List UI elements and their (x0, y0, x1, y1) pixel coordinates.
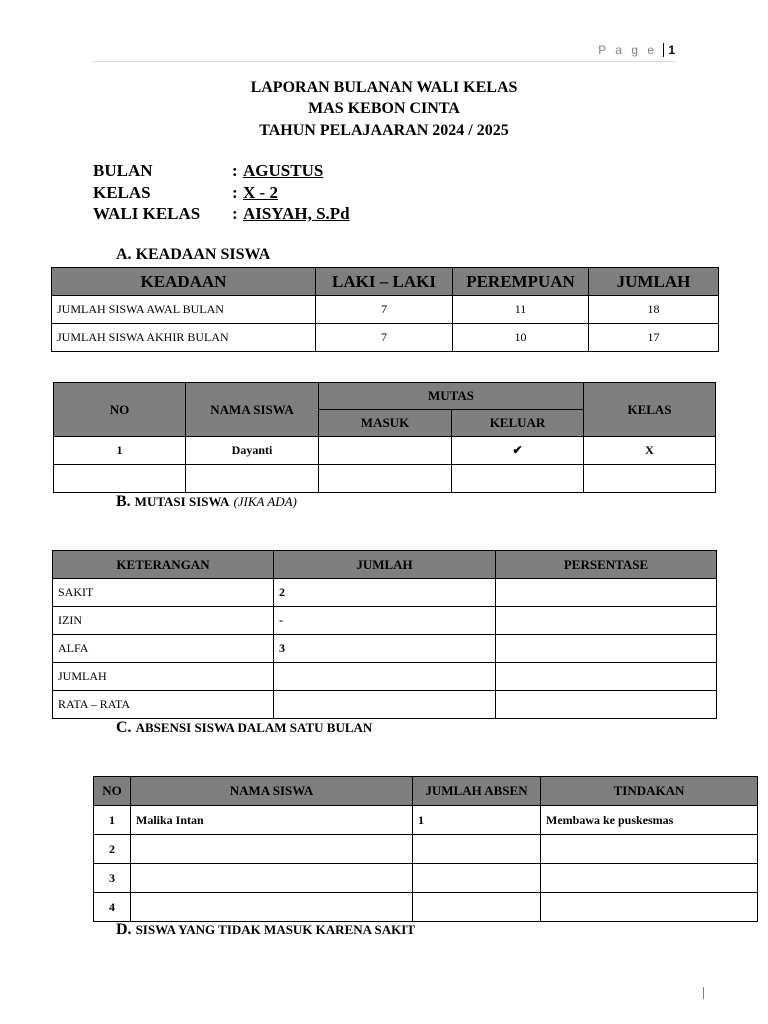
page-label: P a g e (598, 43, 657, 57)
table-header-row (94, 777, 758, 806)
table-cell: X (584, 437, 716, 465)
absensi-siswa-table (52, 550, 717, 719)
column-header: KELUAR (452, 410, 584, 437)
colon: : (232, 161, 238, 180)
table-cell: 1 (54, 437, 186, 465)
section-b-title (116, 493, 297, 511)
table-cell: 2 (274, 579, 496, 607)
table-cell (541, 864, 758, 893)
table-cell (274, 691, 496, 719)
table-cell (452, 465, 584, 493)
column-header: NO (54, 383, 186, 437)
colon: : (232, 183, 238, 202)
table-cell: SAKIT (53, 579, 274, 607)
table-cell (584, 465, 716, 493)
table-header-row (54, 383, 716, 410)
column-header: TINDAKAN (541, 777, 758, 806)
table-cell: 2 (94, 835, 131, 864)
wali-kelas-value: AISYAH, S.Pd (243, 204, 350, 223)
table-cell: 11 (453, 296, 589, 324)
table-cell (413, 835, 541, 864)
table-cell: RATA – RATA (53, 691, 274, 719)
section-letter: C. (116, 719, 132, 736)
section-note: (JIKA ADA) (233, 494, 297, 509)
table-cell: IZIN (53, 607, 274, 635)
table-cell (186, 465, 319, 493)
table-cell (131, 835, 413, 864)
column-header: MUTAS (319, 383, 584, 410)
table-cell: 17 (589, 324, 719, 352)
column-header: JUMLAH ABSEN (413, 777, 541, 806)
table-cell (413, 864, 541, 893)
table-row (54, 465, 716, 493)
section-heading: MUTASI SISWA (134, 494, 230, 509)
section-letter: A. (116, 246, 132, 263)
footer-divider (703, 987, 704, 999)
table-cell: Membawa ke puskesmas (541, 806, 758, 835)
table-row (53, 663, 717, 691)
report-title: LAPORAN BULANAN WALI KELAS (250, 79, 518, 96)
table-cell (131, 864, 413, 893)
section-c-title (116, 719, 372, 737)
column-header: NO (94, 777, 131, 806)
section-letter: D. (116, 921, 132, 938)
page-header (93, 43, 675, 62)
section-letter: B. (116, 493, 131, 510)
section-heading: ABSENSI SISWA DALAM SATU BULAN (135, 720, 373, 735)
table-cell: 3 (94, 864, 131, 893)
table-cell: 7 (316, 324, 453, 352)
column-header: PERSENTASE (496, 551, 717, 579)
mutasi-siswa-table (53, 382, 716, 493)
table-cell (131, 893, 413, 922)
table-cell (54, 465, 186, 493)
column-header: LAKI – LAKI (316, 268, 453, 296)
table-cell (496, 607, 717, 635)
column-header: KELAS (584, 383, 716, 437)
section-heading: SISWA YANG TIDAK MASUK KARENA SAKIT (135, 922, 416, 937)
column-header: PEREMPUAN (453, 268, 589, 296)
colon: : (232, 204, 238, 223)
bulan-value: AGUSTUS (243, 161, 324, 180)
column-header: JUMLAH (589, 268, 719, 296)
table-cell (496, 579, 717, 607)
table-row (52, 324, 719, 352)
table-cell: Malika Intan (131, 806, 413, 835)
column-header: JUMLAH (274, 551, 496, 579)
table-row (53, 579, 717, 607)
table-header-row (53, 551, 717, 579)
table-row (94, 806, 758, 835)
table-cell (496, 663, 717, 691)
table-cell: 1 (94, 806, 131, 835)
checkmark-icon: ✔ (452, 437, 584, 465)
table-cell (274, 663, 496, 691)
section-heading: KEADAAN SISWA (135, 246, 271, 263)
column-header: MASUK (319, 410, 452, 437)
page-number: 1 (663, 43, 675, 57)
table-cell: ALFA (53, 635, 274, 663)
table-row (53, 607, 717, 635)
table-cell (541, 835, 758, 864)
table-cell (496, 691, 717, 719)
table-row (94, 835, 758, 864)
siswa-sakit-table (93, 776, 758, 922)
table-cell: 4 (94, 893, 131, 922)
keadaan-siswa-table (51, 267, 719, 352)
table-cell: 7 (316, 296, 453, 324)
table-cell (496, 635, 717, 663)
table-cell: 1 (413, 806, 541, 835)
table-row (94, 893, 758, 922)
academic-year: TAHUN PELAJAARAN 2024 / 2025 (259, 122, 509, 139)
table-row (53, 635, 717, 663)
kelas-label: KELAS (93, 183, 151, 202)
wali-kelas-label: WALI KELAS (93, 204, 201, 223)
table-cell: JUMLAH (53, 663, 274, 691)
table-row (53, 691, 717, 719)
school-name: MAS KEBON CINTA (308, 100, 460, 117)
column-header: NAMA SISWA (186, 383, 319, 437)
table-row (52, 296, 719, 324)
table-cell: JUMLAH SISWA AKHIR BULAN (52, 324, 316, 352)
column-header: NAMA SISWA (131, 777, 413, 806)
table-cell: Dayanti (186, 437, 319, 465)
table-header-row (52, 268, 719, 296)
table-cell (541, 893, 758, 922)
table-cell (319, 437, 452, 465)
kelas-value: X - 2 (243, 183, 278, 202)
table-cell (413, 893, 541, 922)
table-cell: - (274, 607, 496, 635)
table-row (94, 864, 758, 893)
table-cell: 10 (453, 324, 589, 352)
table-cell: 18 (589, 296, 719, 324)
table-cell: 3 (274, 635, 496, 663)
section-a-title (116, 246, 270, 264)
section-d-title (116, 921, 415, 939)
table-row (54, 437, 716, 465)
column-header: KETERANGAN (53, 551, 274, 579)
table-cell (319, 465, 452, 493)
bulan-label: BULAN (93, 161, 153, 180)
table-cell: JUMLAH SISWA AWAL BULAN (52, 296, 316, 324)
column-header: KEADAAN (52, 268, 316, 296)
